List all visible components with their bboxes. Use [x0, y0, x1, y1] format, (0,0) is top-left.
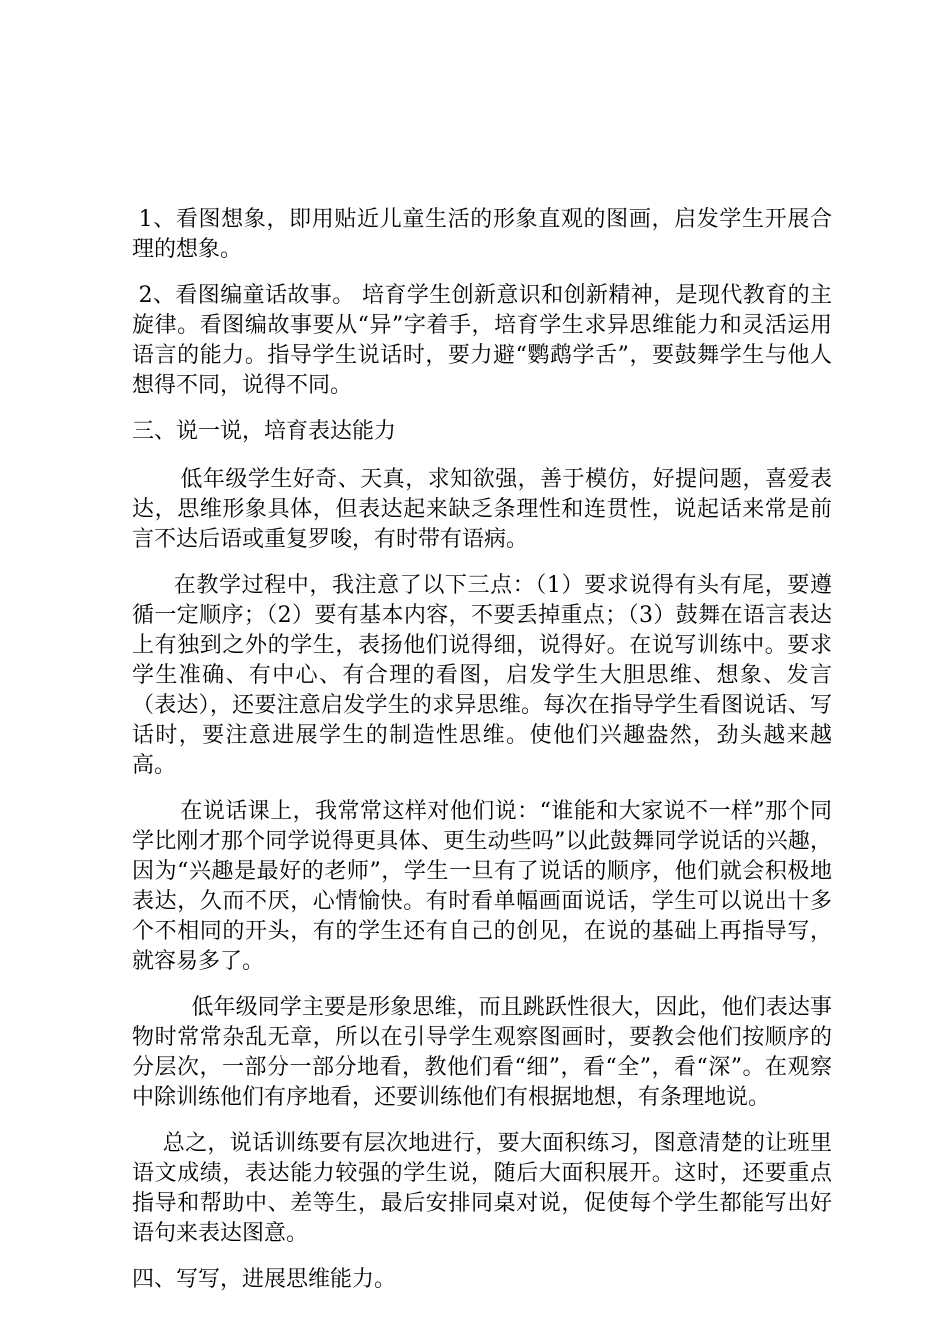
paragraph-summary: 总之，说话训练要有层次地进行，要大面积练习，图意清楚的让班里语文成绩，表达能力较强的学生说，随后大面积展开。这时，还要重点指导和帮助中、差等生，最后安排同桌对说，促使每个学生都能写出好语句来表达图意。 — [132, 1131, 832, 1246]
paragraph-look-imagine: 1、看图想象，即用贴近儿童生活的形象直观的图画，启发学生开展合理的想象。 — [132, 207, 832, 262]
paragraph-speaking-class: 在说话课上，我常常这样对他们说：“谁能和大家说不一样”那个同学比刚才那个同学说得更具体、更生动些吗”以此鼓舞同学说话的兴趣，因为“兴趣是最好的老师”，学生一旦有了说话的顺序，他们就会积极地表达，久而不厌，心情愉快。有时看单幅画面说话，学生可以说出十多个不相同的开头，有的学生还有自己的创见，在说的基础上再指导写，就容易多了。 — [132, 799, 832, 974]
section-heading-4: 四、写写，进展思维能力。 — [132, 1267, 397, 1292]
section-heading-3: 三、说一说，培育表达能力 — [132, 419, 397, 444]
paragraph-teaching-process: 在教学过程中，我注意了以下三点：（1）要求说得有头有尾，要遵循一定顺序；（2）要有基本内容，不要丢掉重点；（3）鼓舞在语言表达上有独到之外的学生，表扬他们说得细，说得好。在说写训练中。要求学生准确、有中心、有合理的看图，启发学生大胆思维、想象、发言（表达），还要注意启发学生的求异思维。每次在指导学生看图说话、写话时，要注意进展学生的制造性思维。使他们兴趣盎然，劲头越来越高。 — [132, 573, 832, 778]
document-page — [132, 205, 832, 1313]
paragraph-image-thinking: 低年级同学主要是形象思维，而且跳跃性很大，因此，他们表达事物时常常杂乱无章，所以在引导学生观察图画时，要教会他们按顺序的分层次，一部分一部分地看，教他们看“细”，看“全”，看“深”。在观察中除训练他们有序地看，还要训练他们有根据地想，有条理地说。 — [132, 995, 832, 1110]
paragraph-fairy-tale: 2、看图编童话故事。 培育学生创新意识和创新精神，是现代教育的主旋律。看图编故事要从“异”字着手，培育学生求异思维能力和灵活运用语言的能力。指导学生说话时，要力避“鹦鹉学舌”，要鼓舞学生与他人想得不同，说得不同。 — [132, 283, 832, 398]
paragraph-low-grade-students: 低年级学生好奇、天真，求知欲强，善于模仿，好提问题，喜爱表达，思维形象具体，但表达起来缺乏条理性和连贯性，说起话来常是前言不达后语或重复罗唆，有时带有语病。 — [132, 467, 832, 552]
